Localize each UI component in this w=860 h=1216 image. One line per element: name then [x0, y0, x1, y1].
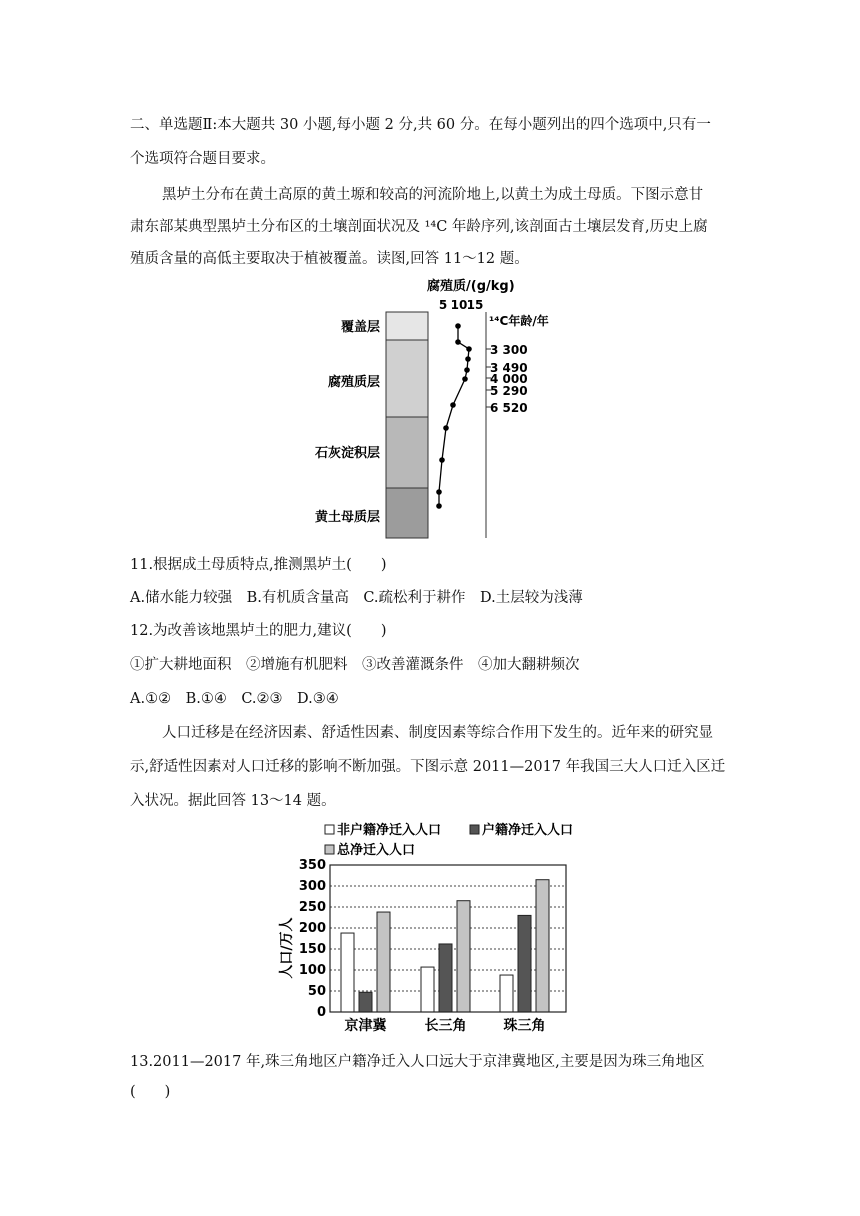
- humus-point: [443, 425, 449, 431]
- q12-options: A.①② B.①④ C.②③ D.③④: [130, 691, 339, 707]
- bar: [518, 915, 531, 1012]
- humus-point: [455, 339, 461, 345]
- humus-point: [436, 503, 442, 509]
- chart-legend: [325, 822, 573, 858]
- q13-stem: 13.2011—2017 年,珠三角地区户籍净迁入人口远大于京津冀地区,主要是因为珠三角地区: [130, 1054, 705, 1070]
- age-label: 4 000: [490, 372, 528, 386]
- q13-paren: ( ): [130, 1084, 171, 1100]
- y-tick-label: 200: [298, 921, 326, 936]
- humus-tick: 15: [466, 298, 484, 312]
- y-tick-label: 350: [298, 858, 326, 873]
- passage1-line: 殖质含量的高低主要取决于植被覆盖。读图,回答 11～12 题。: [130, 251, 529, 267]
- legend-label: 户籍净迁入人口: [482, 823, 574, 838]
- section-heading-cont: 个选项符合题目要求。: [130, 151, 275, 167]
- humus-curve: [439, 326, 469, 506]
- soil-profile-figure: [0, 272, 860, 542]
- legend-swatch-nonhukou: [325, 825, 334, 834]
- humus-points: [436, 323, 472, 509]
- layer-cover: [386, 312, 428, 340]
- age-label: 3 490: [490, 361, 528, 375]
- y-tick-label: 250: [298, 900, 326, 915]
- section-heading: 二、单选题Ⅱ:本大题共 30 小题,每小题 2 分,共 60 分。在每小题列出的四个选项中,只有一: [130, 117, 711, 133]
- age-label: 6 520: [490, 401, 528, 415]
- humus-point: [455, 323, 461, 329]
- passage2-line: 入状况。据此回答 13～14 题。: [130, 793, 336, 809]
- bar: [500, 975, 513, 1012]
- y-axis-label: 人口/万人: [279, 917, 295, 979]
- legend-label: 总净迁入人口: [337, 843, 416, 858]
- layer-label: 石灰淀积层: [314, 446, 380, 461]
- q11-stem: 11.根据成土母质特点,推测黑垆土( ): [130, 557, 387, 573]
- passage1-line: 肃东部某典型黑垆土分布区的土壤剖面状况及 ¹⁴C 年龄序列,该剖面古土壤层发育,历史上腐: [130, 219, 708, 235]
- bar: [457, 901, 470, 1012]
- legend-swatch-total: [325, 845, 334, 854]
- humus-tick: 5: [438, 298, 448, 312]
- passage2-line: 人口迁移是在经济因素、舒适性因素、制度因素等综合作用下发生的。近年来的研究显: [162, 725, 713, 741]
- layer-humus: [386, 340, 428, 417]
- bar: [377, 912, 390, 1012]
- age-axis-title: ¹⁴C年龄/年: [489, 314, 549, 328]
- bar: [359, 992, 372, 1012]
- humus-point: [439, 457, 445, 463]
- passage1-line: 黑垆土分布在黄土高原的黄土塬和较高的河流阶地上,以黄土为成土母质。下图示意甘: [162, 187, 704, 203]
- layer-loess: [386, 488, 428, 538]
- q12-stem: 12.为改善该地黑垆土的肥力,建议( ): [130, 623, 387, 639]
- layer-label: 腐殖质层: [327, 375, 380, 390]
- x-category-label: 珠三角: [503, 1018, 546, 1034]
- y-tick-label: 150: [298, 942, 326, 957]
- x-category-label: 京津冀: [344, 1018, 387, 1034]
- humus-point: [464, 367, 470, 373]
- humus-point: [466, 346, 472, 352]
- legend-swatch-hukou: [470, 825, 479, 834]
- humus-point: [450, 402, 456, 408]
- layer-label: 覆盖层: [340, 320, 380, 335]
- legend-label: 非户籍净迁入人口: [337, 823, 442, 838]
- passage2-line: 示,舒适性因素对人口迁移的影响不断加强。下图示意 2011—2017 年我国三大人口迁入区迁: [130, 759, 726, 775]
- bar: [421, 967, 434, 1012]
- humus-axis-title: 腐殖质/(g/kg): [427, 279, 515, 294]
- humus-point: [465, 356, 471, 362]
- layer-label: 黄土母质层: [314, 510, 380, 525]
- y-tick-label: 50: [307, 984, 326, 999]
- q12-items: ①扩大耕地面积 ②增施有机肥料 ③改善灌溉条件 ④加大翻耕频次: [130, 657, 580, 673]
- humus-tick: 10: [450, 298, 468, 312]
- y-tick-label: 300: [298, 879, 326, 894]
- x-category-label: 长三角: [424, 1018, 467, 1034]
- migration-bar-chart: [0, 815, 860, 1035]
- layer-calcic: [386, 417, 428, 488]
- y-tick-label: 100: [298, 963, 326, 978]
- bar: [341, 933, 354, 1012]
- age-label: 3 300: [490, 343, 528, 357]
- bar: [439, 944, 452, 1012]
- humus-point: [436, 489, 442, 495]
- y-tick-label: 0: [316, 1005, 326, 1020]
- age-label: 5 290: [490, 384, 528, 398]
- humus-point: [462, 376, 468, 382]
- q11-options: A.储水能力较强 B.有机质含量高 C.疏松利于耕作 D.土层较为浅薄: [130, 590, 583, 606]
- bar: [536, 880, 549, 1012]
